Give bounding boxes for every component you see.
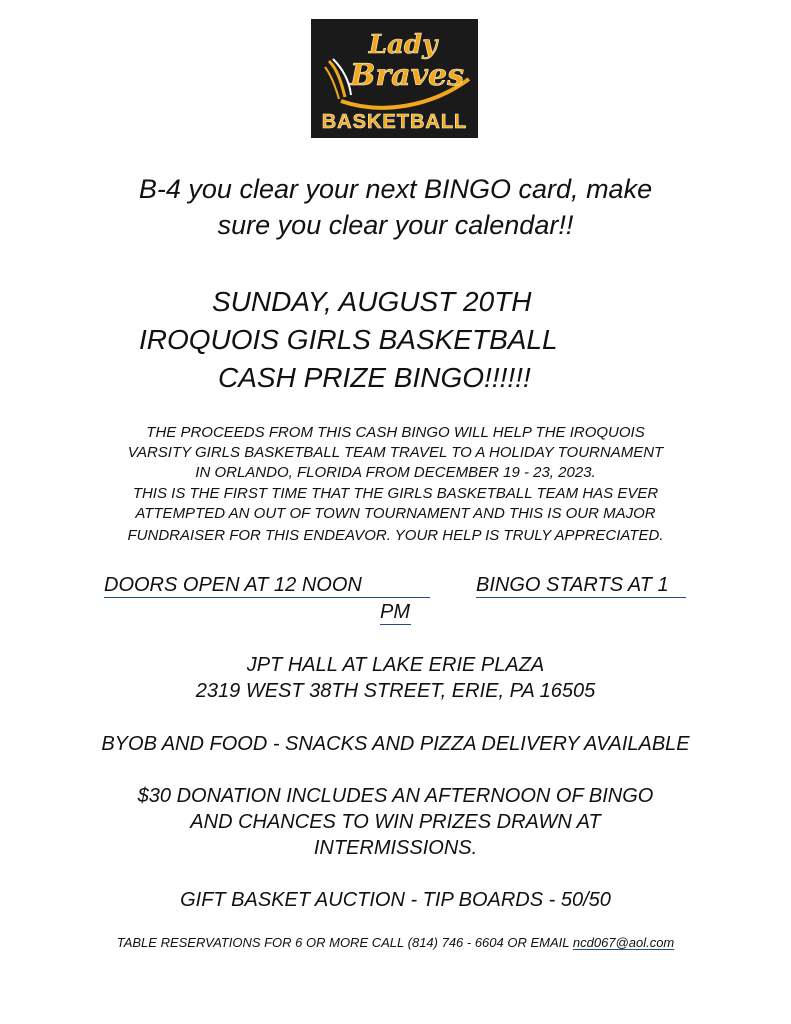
proceeds-line-5: ATTEMPTED AN OUT OF TOWN TOURNAMENT AND THIS IS OUR MAJOR: [135, 505, 656, 522]
proceeds-line-2: VARSITY GIRLS BASKETBALL TEAM TRAVEL TO A HOLIDAY TOURNAMENT: [127, 444, 664, 461]
doors-open-underline: [104, 597, 430, 598]
lady-braves-logo: [311, 19, 478, 138]
logo-line3: BASKETBALL: [321, 111, 468, 133]
proceeds-line-1: THE PROCEEDS FROM THIS CASH BINGO WILL HELP THE IROQUOIS: [146, 424, 645, 441]
bingo-start-time-cont: PM: [380, 601, 410, 623]
doors-open-time: DOORS OPEN AT 12 NOON: [104, 574, 362, 596]
venue-name: JPT HALL AT LAKE ERIE PLAZA: [246, 654, 545, 676]
feather-icon: [325, 59, 351, 99]
donation-line-3: INTERMISSIONS.: [313, 837, 478, 859]
donation-line-2: AND CHANCES TO WIN PRIZES DRAWN AT: [190, 811, 601, 833]
extras-line: GIFT BASKET AUCTION - TIP BOARDS - 50/50: [180, 889, 611, 911]
proceeds-line-4: THIS IS THE FIRST TIME THAT THE GIRLS BASKETBALL TEAM HAS EVER: [132, 485, 659, 502]
headline-date: SUNDAY, AUGUST 20TH: [212, 286, 532, 317]
headline-team: IROQUOIS GIRLS BASKETBALL: [139, 324, 558, 355]
bingo-start-underline: [476, 597, 686, 598]
intro-line-1: B-4 you clear your next BINGO card, make: [138, 174, 653, 204]
logo-line1: Lady: [368, 30, 438, 60]
headline-event: CASH PRIZE BINGO!!!!!!: [218, 362, 531, 393]
proceeds-line-6: FUNDRAISER FOR THIS ENDEAVOR. YOUR HELP IS TRULY APPRECIATED.: [127, 527, 664, 544]
intro-line-2: sure you clear your calendar!!: [217, 210, 574, 240]
byob-notice: BYOB AND FOOD - SNACKS AND PIZZA DELIVERY AVAILABLE: [101, 733, 690, 755]
bingo-start-time: BINGO STARTS AT 1: [476, 574, 669, 596]
logo-line2: Braves: [349, 58, 465, 93]
bingo-start-cont-underline: [380, 624, 411, 625]
venue-address: 2319 WEST 38TH STREET, ERIE, PA 16505: [195, 680, 596, 702]
proceeds-line-3: IN ORLANDO, FLORIDA FROM DECEMBER 19 - 23, 2023.: [195, 464, 596, 481]
donation-line-1: $30 DONATION INCLUDES AN AFTERNOON OF BINGO: [137, 785, 654, 807]
footer-line: [0, 935, 791, 950]
footer-text: TABLE RESERVATIONS FOR 6 OR MORE CALL (814) 746 - 6604 OR EMAIL: [116, 935, 570, 950]
email-link[interactable]: ncd067@aol.com: [572, 935, 675, 950]
